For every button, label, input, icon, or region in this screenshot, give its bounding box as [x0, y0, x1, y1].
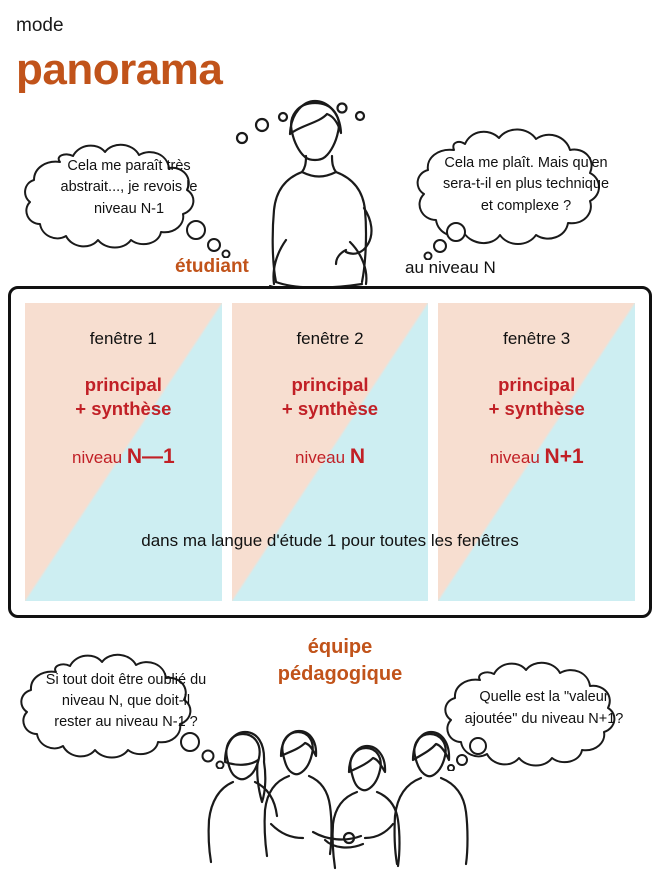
window-1-title: fenêtre 1: [89, 329, 157, 348]
student-illustration: [230, 90, 410, 300]
window-2-level-prefix: niveau: [295, 448, 350, 468]
window-3-content: [438, 373, 635, 421]
window-2-content-line1: principal: [291, 374, 369, 395]
window-3-content-line1: principal: [498, 374, 576, 395]
window-1-content: [25, 373, 222, 421]
thought-bubble-team-left: [20, 634, 232, 769]
window-1-content-line1: principal: [84, 374, 162, 395]
window-1-content-line2: + synthèse: [75, 398, 172, 420]
window-2-level: [232, 445, 429, 469]
window-3-content-line2: + synthèse: [488, 398, 585, 420]
windows-row: [25, 303, 635, 601]
window-1-level-prefix: niveau: [71, 448, 127, 468]
role-label-team: [260, 634, 420, 688]
thought-bubble-student-right-text: Cela me plaît. Mais qu'en sera-t-il en plus technique et complexe ?: [442, 155, 610, 214]
thought-bubble-team-right: [442, 646, 646, 771]
role-label-team-line1: équipe: [307, 636, 373, 658]
window-card-2: [232, 303, 429, 601]
window-3-level-value: N+1: [544, 445, 584, 469]
window-card-3: [438, 303, 635, 601]
thought-bubble-student-left-text: Cela me paraît très abstrait..., je revois le niveau N-1: [60, 158, 198, 217]
window-1-level-value: N—1: [126, 445, 175, 469]
windows-panel: [8, 286, 652, 618]
window-card-1: [25, 303, 222, 601]
thought-bubble-team-left-text: Si tout doit être oublié du niveau N, que doit-il rester au niveau N-1 ?: [45, 671, 207, 730]
panel-footnote: dans ma langue d'étude 1 pour toutes les fenêtres: [141, 531, 519, 550]
window-2-content: [232, 373, 429, 421]
page-title: panorama: [16, 45, 223, 94]
thought-bubble-student-right: [414, 110, 638, 260]
role-label-team-line2: pédagogique: [277, 663, 403, 685]
window-3-level: [438, 445, 635, 469]
role-label-student: étudiant: [175, 256, 249, 277]
thought-bubble-student-left: [24, 118, 234, 258]
window-2-level-value: N: [349, 445, 365, 469]
thought-bubble-team-right-text: Quelle est la "valeur ajoutée" du niveau N+1?: [464, 689, 624, 727]
window-3-level-prefix: niveau: [489, 448, 545, 468]
window-1-level: [25, 445, 222, 469]
window-3-title: fenêtre 3: [503, 329, 571, 348]
role-label-student-level: au niveau N: [405, 258, 496, 277]
window-2-title: fenêtre 2: [296, 329, 364, 348]
window-2-content-line2: + synthèse: [281, 398, 379, 420]
mode-label: mode: [16, 15, 64, 36]
